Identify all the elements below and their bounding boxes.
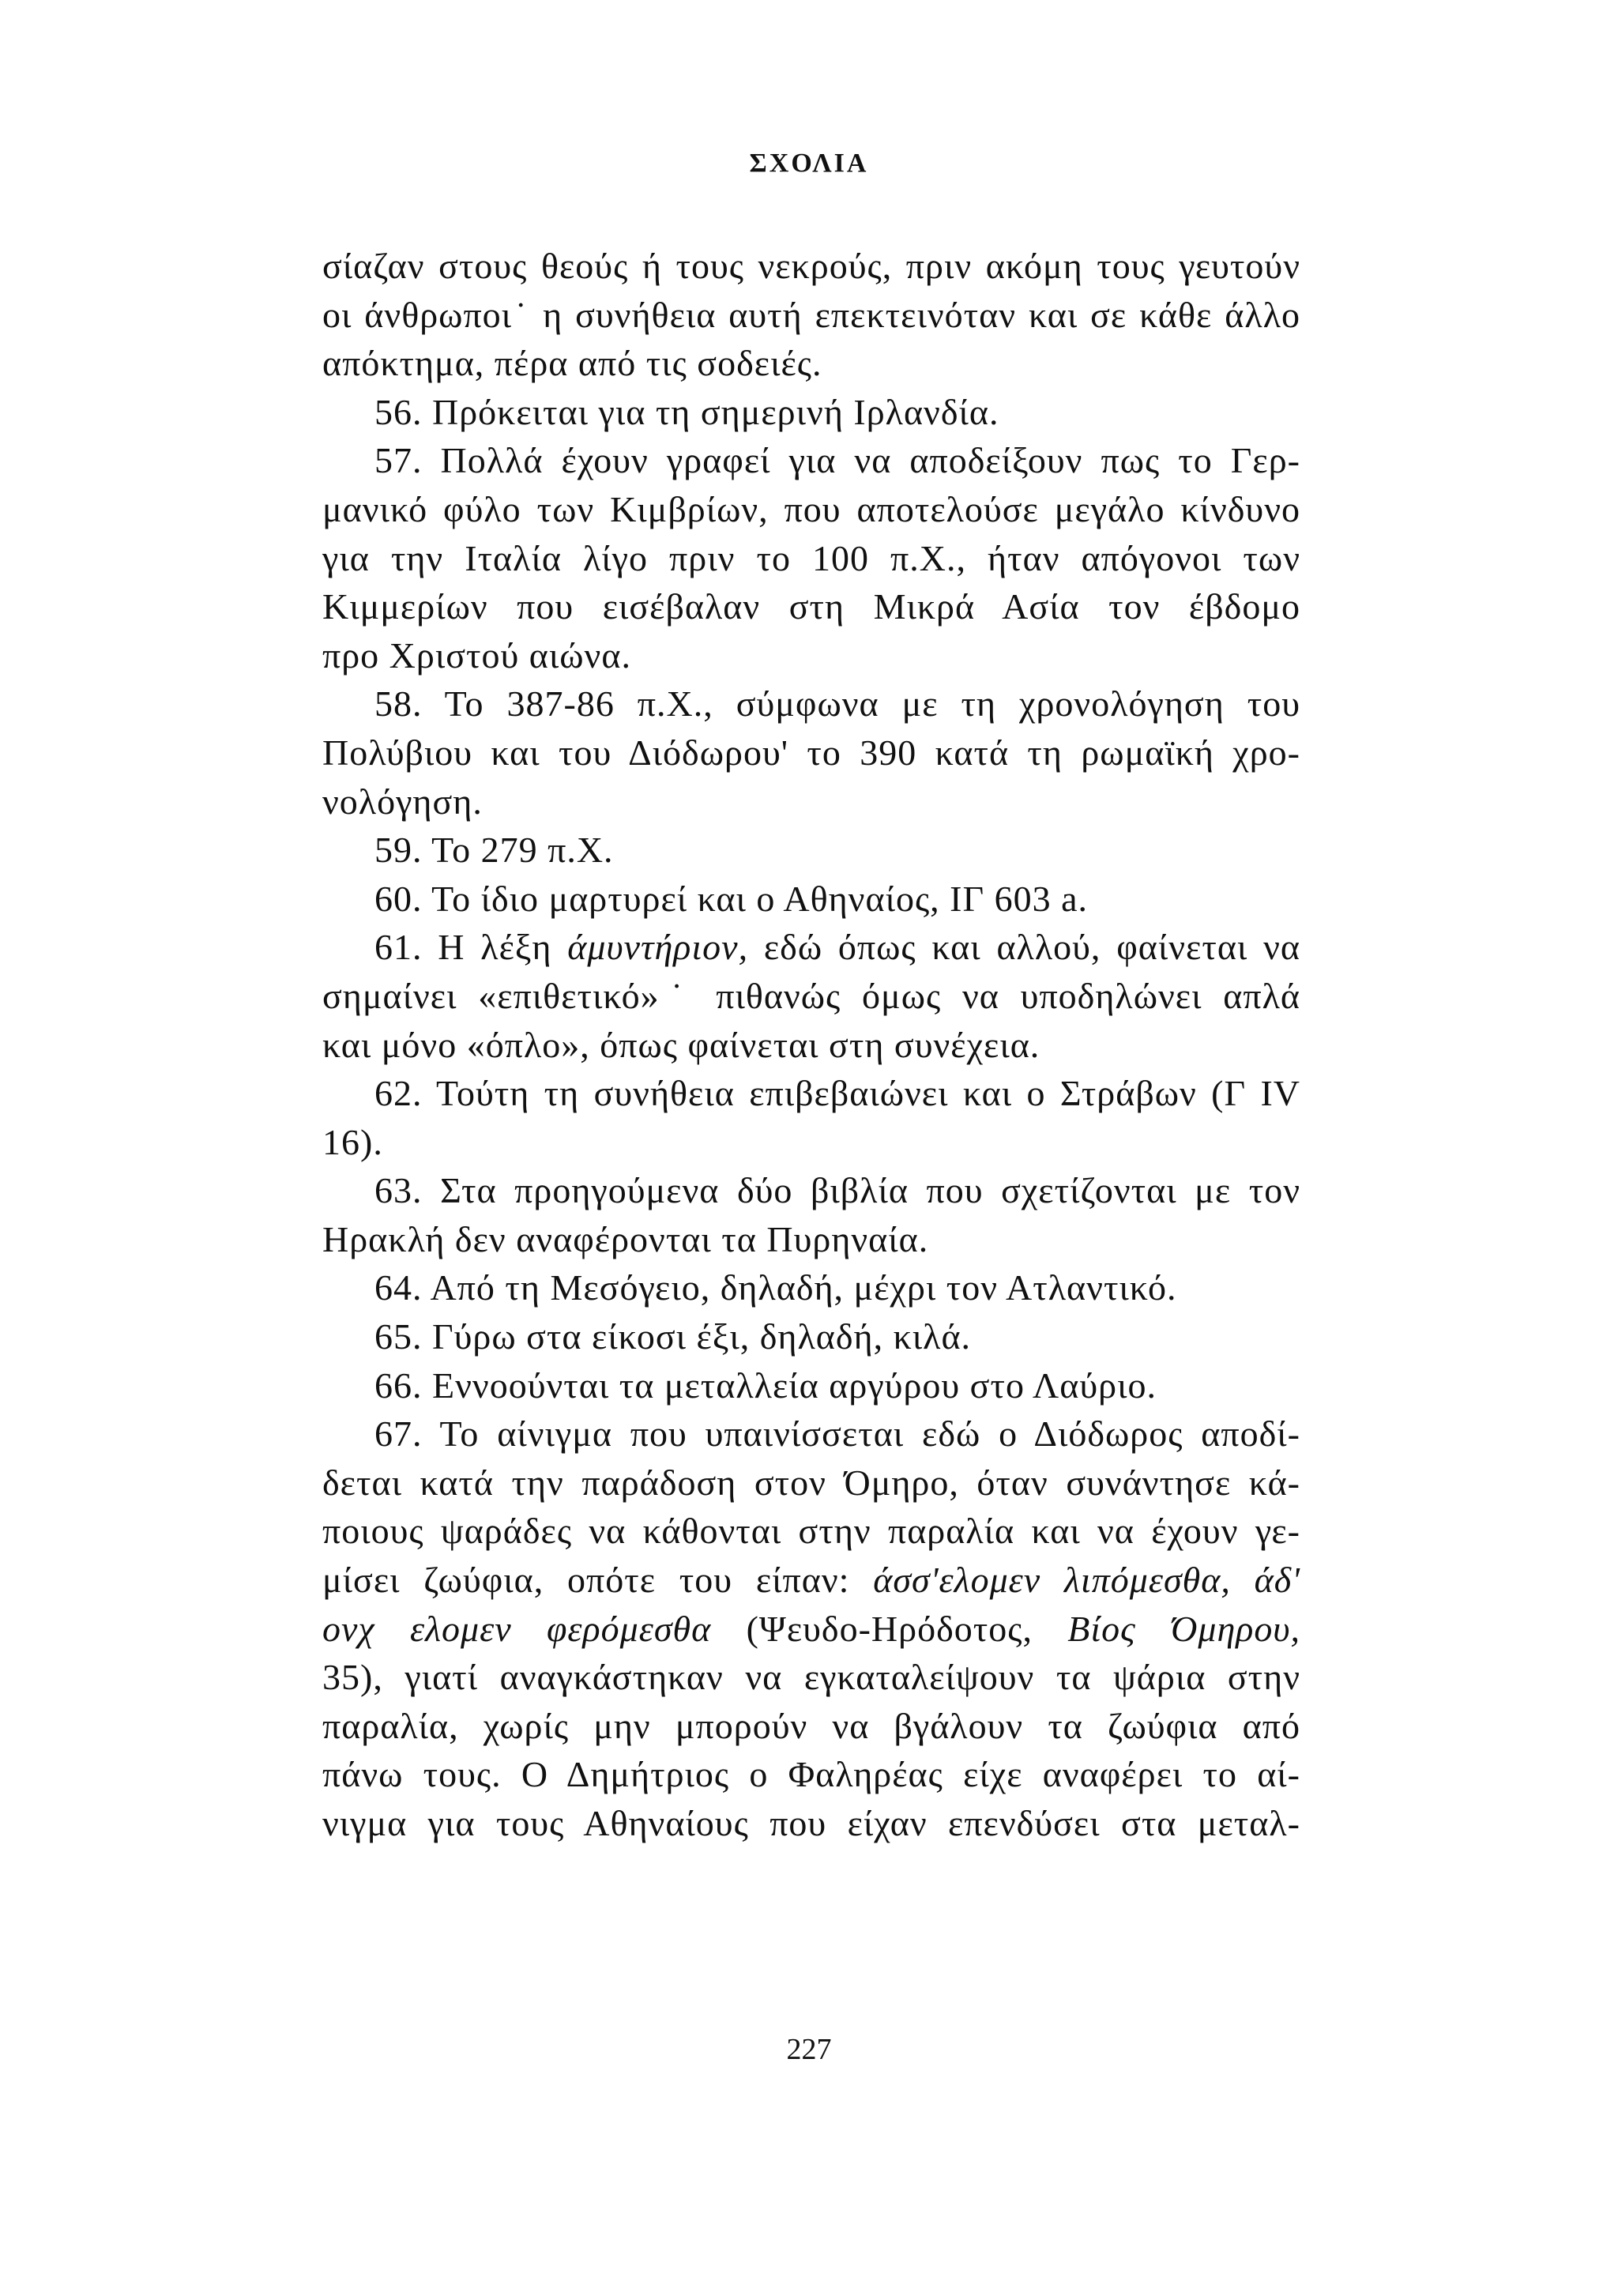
text-line: 56. Πρόκειται για τη σημερινή Ιρλανδία.	[374, 391, 999, 432]
text-line: οι άνθρωποι˙ η συνήθεια αυτή επεκτεινόταν και σε κάθε άλλο	[322, 294, 1300, 335]
italic-phrase: Βίος Όμηρου,	[1067, 1608, 1300, 1649]
text-line: Κιμμερίων που εισέβαλαν στη Μικρά Ασία τον έβδομο	[322, 586, 1300, 627]
text-line: 16).	[322, 1121, 383, 1162]
text-line: 59. Το 279 π.Χ.	[374, 830, 614, 871]
italic-phrase: άσσ'ελομεν λιπόμεσθα, άδ'	[873, 1560, 1301, 1601]
text-line: 64. Από τη Μεσόγειο, δηλαδή, μέχρι τον Ατλαντικό.	[374, 1267, 1177, 1308]
text-line: 66. Εννοούνται τα μεταλλεία αργύρου στο Λαύριο.	[374, 1364, 1157, 1406]
text-line: δεται κατά την παράδοση στον Όμηρο, όταν συνάντησε κά-	[322, 1462, 1300, 1503]
running-header: ΣΧΟΛΙΑ	[749, 149, 869, 178]
text-line: 57. Πολλά έχουν γραφεί για να αποδείξουν πως το Γερ-	[374, 440, 1300, 481]
text-line: ποιους ψαράδες να κάθονται στην παραλία και να έχουν γε-	[322, 1511, 1300, 1552]
italic-phrase: ονχ ελομεν φερόμεσθα	[322, 1608, 712, 1649]
text-line: Πολύβιου και του Διόδωρου' το 390 κατά τη ρωμαϊκή χρο-	[322, 732, 1300, 773]
text-line: απόκτημα, πέρα από τις σοδειές.	[322, 343, 822, 384]
text-line: για την Ιταλία λίγο πριν το 100 π.Χ., ήταν απόγονοι των	[322, 537, 1300, 578]
text-line: μανικό φύλο των Κιμβρίων, που αποτελούσε μεγάλο κίνδυνο	[322, 488, 1300, 529]
text-line: 67. Το αίνιγμα που υπαινίσσεται εδώ ο Διόδωρος αποδί-	[374, 1413, 1300, 1455]
text-line: ονχ ελομεν φερόμεσθα (Ψευδο-Ηρόδοτος, Βίος Όμηρου,	[322, 1608, 1300, 1649]
page-number: 227	[786, 2033, 832, 2066]
text-line: Ηρακλή δεν αναφέρονται τα Πυρηναία.	[322, 1218, 929, 1259]
text-line: σημαίνει «επιθετικό»˙ πιθανώς όμως να υποδηλώνει απλά	[322, 975, 1300, 1016]
text-line: προ Χριστού αιώνα.	[322, 634, 631, 676]
text-line: και μόνο «όπλο», όπως φαίνεται στη συνέχεια.	[322, 1024, 1040, 1065]
text-line: παραλία, χωρίς μην μπορούν να βγάλουν τα ζωύφια από	[322, 1705, 1300, 1746]
text-line: νιγμα για τους Αθηναίους που είχαν επενδύσει στα μεταλ-	[322, 1803, 1300, 1843]
text-line: 62. Τούτη τη συνήθεια επιβεβαιώνει και ο Στράβων (Γ IV	[374, 1073, 1300, 1114]
text-line: 58. Το 387-86 π.Χ., σύμφωνα με τη χρονολόγηση του	[374, 683, 1300, 725]
text-line: 61. Η λέξη άμυντήριον, εδώ όπως και αλλού, φαίνεται να	[374, 927, 1300, 968]
text-line: 63. Στα προηγούμενα δύο βιβλία που σχετίζονται με τον	[374, 1170, 1300, 1211]
text-line: 35), γιατί αναγκάστηκαν να εγκαταλείψουν τα ψάρια στην	[322, 1657, 1300, 1698]
text-line: σίαζαν στους θεούς ή τους νεκρούς, πριν ακόμη τους γευτούν	[322, 246, 1300, 286]
italic-phrase: άμυντήριον,	[567, 927, 749, 968]
text-line: μίσει ζωύφια, οπότε του είπαν: άσσ'ελομεν λιπόμεσθα, άδ'	[322, 1560, 1301, 1601]
text-line: 60. Το ίδιο μαρτυρεί και ο Αθηναίος, ΙΓ 603 a.	[374, 878, 1088, 919]
text-line: πάνω τους. Ο Δημήτριος ο Φαληρέας είχε αναφέρει το αί-	[322, 1754, 1300, 1795]
text-line: νολόγηση.	[322, 781, 483, 822]
text-line: 65. Γύρω στα είκοσι έξι, δηλαδή, κιλά.	[374, 1316, 972, 1357]
notes-body	[322, 242, 1300, 1848]
